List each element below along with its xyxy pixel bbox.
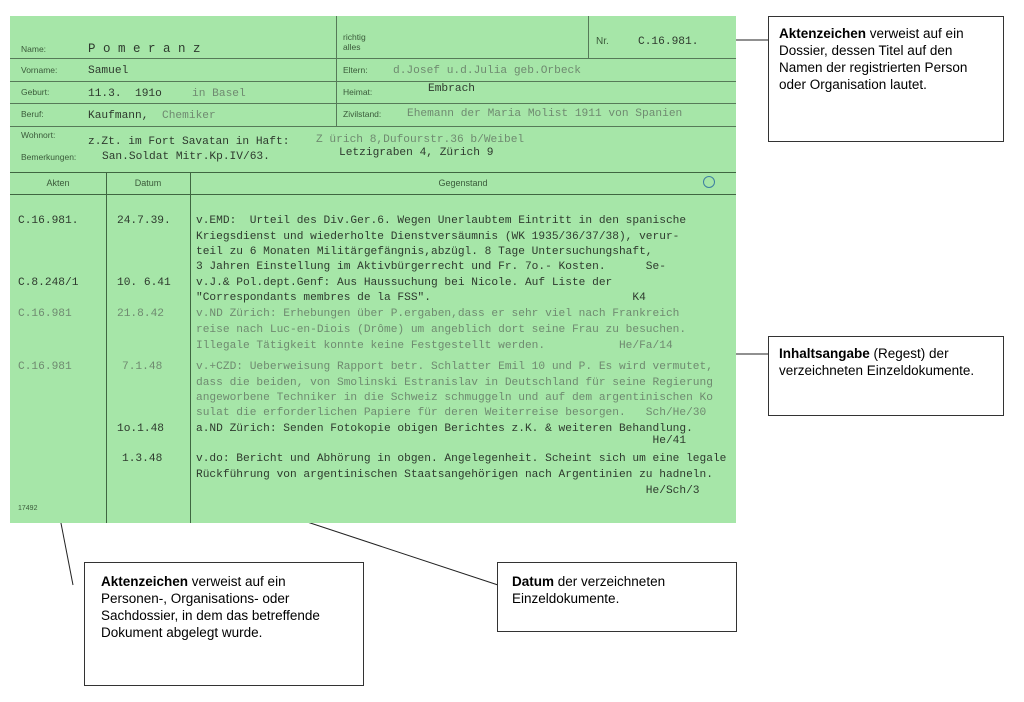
card-rule	[10, 81, 736, 82]
entry-3-datum: 21.8.42	[117, 308, 164, 320]
label-name: Name:	[21, 44, 47, 54]
entry-5-datum: 1o.1.48	[117, 423, 164, 435]
annotation-bottom-mid-text: der verzeichneten Einzeldokumente.	[512, 574, 666, 606]
annotation-bottom-left-bold: Aktenzeichen	[101, 574, 189, 589]
label-bemerkungen: Bemerkungen:	[21, 152, 77, 162]
geburt-place: in Basel	[192, 88, 246, 100]
beruf-value: Kaufmann,	[88, 110, 149, 122]
wohnort-line1: z.Zt. im Fort Savatan in Haft:	[88, 136, 290, 148]
label-geburt: Geburt:	[21, 87, 50, 97]
header-gegenstand: Gegenstand	[438, 178, 488, 188]
nr-box-border	[588, 16, 589, 58]
card-rule	[10, 103, 736, 104]
entry-2-text-line: "Correspondants membres de la FSS". K4	[196, 292, 646, 304]
entry-4-text-line: angeworbene Techniker in die Schweiz schmuggeln und auf dem argentinischen Ko	[196, 392, 713, 404]
entry-6-text-line: He/Sch/3	[196, 485, 700, 497]
table-header-rule	[10, 194, 736, 195]
entry-1-akten: C.16.981.	[18, 215, 79, 227]
index-card	[10, 16, 736, 523]
entry-1-datum: 24.7.39.	[117, 215, 171, 227]
label-heimat: Heimat:	[343, 87, 373, 97]
card-rule	[10, 58, 588, 59]
label-zivilstand: Zivilstand:	[343, 109, 382, 119]
card-rule	[336, 16, 337, 126]
annotation-mid-right-bold: Inhaltsangabe	[779, 346, 870, 361]
label-vorname: Vorname:	[21, 65, 58, 75]
beruf-extra: Chemiker	[162, 110, 216, 122]
entry-6-datum: 1.3.48	[122, 453, 163, 465]
zivilstand-value: Ehemann der Maria Molist 1911 von Spanien	[407, 108, 683, 120]
entry-2-akten: C.8.248/1	[18, 277, 79, 289]
label-richtig: richtig	[343, 32, 366, 42]
label-alles: alles	[343, 42, 361, 52]
annotation-top-right	[768, 16, 1004, 142]
card-rule	[10, 126, 736, 127]
wohnort-line2: Letzigraben 4, Zürich 9	[339, 147, 494, 159]
entry-5-text-line: He/41	[196, 435, 687, 447]
table-column-rule	[106, 172, 107, 523]
geburt-date: 11.3. 191o	[88, 88, 162, 100]
entry-1-text-line: teil zu 6 Monaten Militärgefängnis,abzügl. 8 Tage Untersuchungshaft,	[196, 246, 653, 258]
entry-1-text-line: v.EMD: Urteil des Div.Ger.6. Wegen Unerlaubtem Eintritt in den spanische	[196, 215, 687, 227]
table-column-rule	[190, 172, 191, 523]
entry-4-datum: 7.1.48	[122, 361, 163, 373]
entry-4-text-line: v.+CZD: Ueberweisung Rapport betr. Schlatter Emil 10 und P. Es wird vermutet,	[196, 361, 713, 373]
entry-4-text-line: dass die beiden, von Smolinski Estranislav in Deutschland für seine Regierung	[196, 377, 713, 389]
entry-3-text-line: v.ND Zürich: Erhebungen über P.ergaben,dass er sehr viel nach Frankreich	[196, 308, 680, 320]
annotation-top-right-bold: Aktenzeichen	[779, 26, 867, 41]
bemerkungen-value: San.Soldat Mitr.Kp.IV/63.	[102, 151, 270, 163]
card-serial-number: 17492	[18, 505, 38, 512]
heimat-value: Embrach	[428, 83, 475, 95]
entry-3-text-line: reise nach Luc-en-Diois (Drôme) um angeblich dort seine Frau zu besuchen.	[196, 324, 687, 336]
dossier-number: C.16.981.	[638, 36, 699, 48]
entry-3-akten: C.16.981	[18, 308, 72, 320]
nr-box-border	[588, 58, 736, 59]
header-datum: Datum	[134, 178, 162, 188]
entry-4-akten: C.16.981	[18, 361, 72, 373]
annotation-bottom-left-text: verweist auf ein Personen-, Organisations- oder Sachdossier, in dem das betreffende Dokument abgelegt wurde.	[101, 574, 320, 640]
entry-5-text-line: a.ND Zürich: Senden Fotokopie obigen Berichtes z.K. & weiteren Behandlung.	[196, 423, 693, 435]
label-wohnort: Wohnort:	[21, 130, 56, 140]
entry-1-text-line: 3 Jahren Einstellung im Aktivbürgerrecht und Fr. 7o.- Kosten. Se-	[196, 261, 666, 273]
label-eltern: Eltern:	[343, 65, 368, 75]
annotation-bottom-left	[84, 562, 364, 686]
annotation-bottom-mid-bold: Datum	[512, 574, 555, 589]
annotation-mid-right	[768, 336, 1004, 416]
header-akten: Akten	[46, 178, 70, 188]
entry-4-text-line: sulat die erforderlichen Papiere für deren Weiterreise besorgen. Sch/He/30	[196, 407, 707, 419]
annotation-bottom-mid	[497, 562, 737, 632]
name-value: P o m e r a n z	[88, 42, 201, 56]
entry-1-text-line: Kriegsdienst und wiederholte Dienstversäumnis (WK 1935/36/37/38), verur-	[196, 231, 680, 243]
annotation-mid-right-text: (Regest) der verzeichneten Einzeldokumente.	[779, 346, 975, 378]
punch-circle-icon	[703, 176, 715, 188]
entry-2-datum: 10. 6.41	[117, 277, 171, 289]
eltern-value: d.Josef u.d.Julia geb.Orbeck	[393, 65, 581, 77]
entry-2-text-line: v.J.& Pol.dept.Genf: Aus Haussuchung bei Nicole. Auf Liste der	[196, 277, 613, 289]
entry-6-text-line: v.do: Bericht und Abhörung in obgen. Angelegenheit. Scheint sich um eine legale	[196, 453, 727, 465]
label-beruf: Beruf:	[21, 109, 44, 119]
wohnort-line1b: Z ürich 8,Dufourstr.36 b/Weibel	[316, 134, 525, 146]
label-nr: Nr.	[596, 36, 609, 47]
annotation-top-right-text: verweist auf ein Dossier, dessen Titel auf den Namen der registrierten Person oder Organisation lautet.	[779, 26, 968, 92]
entry-6-text-line: Rückführung von argentinischen Staatsangehörigen nach Argentinien zu hadneln.	[196, 469, 713, 481]
entry-3-text-line: Illegale Tätigkeit konnte keine Festgestellt werden. He/Fa/14	[196, 340, 673, 352]
table-top-rule	[10, 172, 736, 173]
vorname-value: Samuel	[88, 65, 129, 77]
